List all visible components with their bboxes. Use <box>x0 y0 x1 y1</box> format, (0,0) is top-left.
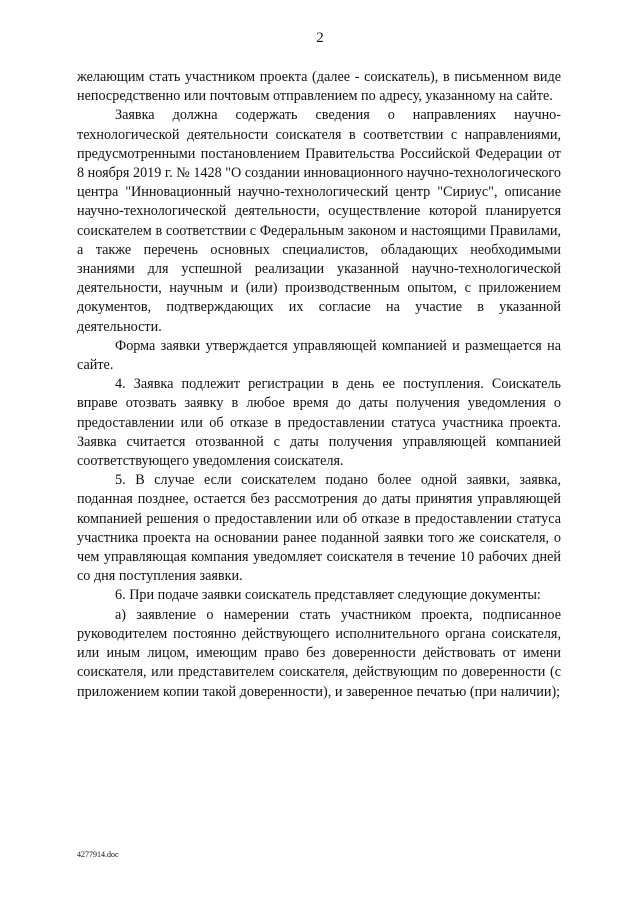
paragraph-application-content: Заявка должна содержать сведения о направлениях научно-технологической деятельности соискателя в соответствии с направлениями, предусмотренными постановлением Правительства Российской Федерации от 8 ноября 2019 г. № 1428 "О создании инновационного научно-технологического центра "Инновационный научно-технологический центр "Сириус", описание научно-технологической деятельности, осуществление которой планируется соискателем в соответствии с Федеральным законом и настоящими Правилами, а также перечень основных специалистов, обладающих необходимыми знаниями для успешной реализации указанной научно-технологической деятельности, научным и (или) производственным опытом, с приложением документов, подтверждающих их согласие на участие в указанной деятельности. <box>77 107 561 335</box>
footer-file-name: 4277914.doc <box>77 850 119 859</box>
paragraph-item-6a: а) заявление о намерении стать участником проекта, подписанное руководителем постоянно действующего исполнительного органа соискателя, или иным лицом, имеющим право без доверенности действовать от имени соискателя, или представителем соискателя, действующим по доверенности (с приложением копии такой доверенности), и заверенное печатью (при наличии); <box>77 606 561 700</box>
paragraph-item-6: 6. При подаче заявки соискатель представляет следующие документы: <box>115 587 541 604</box>
paragraph-continuation: желающим стать участником проекта (далее - соискатель), в письменном виде непосредственно или почтовым отправлением по адресу, указанному на сайте. <box>77 69 561 105</box>
paragraph-item-5: 5. В случае если соискателем подано более одной заявки, заявка, поданная позднее, остается без рассмотрения до даты принятия управляющей компанией решения о предоставлении или об отказе в предоставлении статуса участника проекта на основании ранее поданной заявки того же соискателя, о чем управляющая компания уведомляет соискателя в течение 10 рабочих дней со дня поступления заявки. <box>77 472 561 585</box>
page-number: 2 <box>316 30 324 46</box>
paragraph-application-form: Форма заявки утверждается управляющей компанией и размещается на сайте. <box>77 337 561 374</box>
document-body <box>77 68 561 702</box>
paragraph-item-4: 4. Заявка подлежит регистрации в день ее поступления. Соискатель вправе отозвать заявку в любое время до даты получения уведомления о предоставлении или об отказе в предоставлении статуса участника проекта. Заявка считается отозванной с даты получения управляющей компанией соответствующего уведомления соискателя. <box>77 376 561 470</box>
